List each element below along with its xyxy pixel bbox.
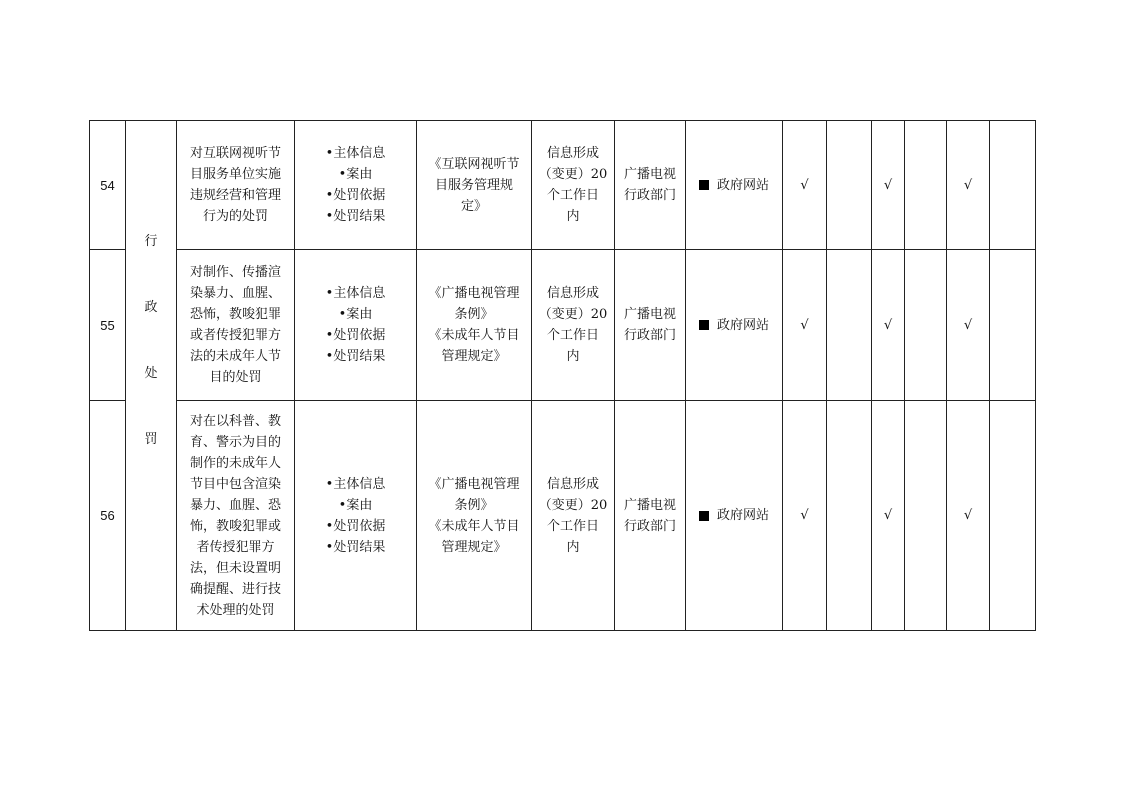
disclosure-time: 信息形成 （变更）20 个工作日 内 [532, 250, 615, 401]
empty-cell [990, 250, 1036, 401]
check-mark: √ [947, 121, 990, 250]
disclosure-channel: 政府网站 [686, 401, 783, 631]
check-mark: √ [947, 401, 990, 631]
check-mark: √ [872, 401, 905, 631]
disclosure-content: •主体信息 •案由 •处罚依据 •处罚结果 [295, 121, 417, 250]
row-number: 56 [90, 401, 126, 631]
empty-cell [827, 121, 872, 250]
check-mark: √ [783, 250, 827, 401]
check-mark: √ [872, 250, 905, 401]
disclosure-channel: 政府网站 [686, 250, 783, 401]
category-char: 罚 [144, 432, 158, 447]
department: 广播电视 行政部门 [615, 250, 686, 401]
empty-cell [905, 401, 947, 631]
disclosure-time: 信息形成 （变更）20 个工作日 内 [532, 121, 615, 250]
item-description: 对互联网视听节 目服务单位实施 违规经营和管理 行为的处罚 [177, 121, 295, 250]
table-row [90, 250, 1036, 401]
check-mark: √ [947, 250, 990, 401]
disclosure-channel: 政府网站 [686, 121, 783, 250]
empty-cell [990, 401, 1036, 631]
empty-cell [905, 250, 947, 401]
table-row [90, 121, 1036, 250]
disclosure-content: •主体信息 •案由 •处罚依据 •处罚结果 [295, 401, 417, 631]
category-cell [126, 121, 177, 631]
row-number: 54 [90, 121, 126, 250]
check-mark: √ [872, 121, 905, 250]
empty-cell [990, 121, 1036, 250]
item-description: 对在以科普、教 育、警示为目的 制作的未成年人 节目中包含渲染 暴力、血腥、恐 怖，教唆犯罪或 者传授犯罪方 法，但未设置明 确提醒、进行技 术处理的处罚 [177, 401, 295, 631]
category-char: 政 [144, 300, 158, 315]
empty-cell [827, 401, 872, 631]
row-number: 55 [90, 250, 126, 401]
legal-basis: 《广播电视管理 条例》 《未成年人节目 管理规定》 [417, 250, 532, 401]
department: 广播电视 行政部门 [615, 401, 686, 631]
disclosure-time: 信息形成 （变更）20 个工作日 内 [532, 401, 615, 631]
empty-cell [827, 250, 872, 401]
category-char: 处 [144, 366, 158, 381]
department: 广播电视 行政部门 [615, 121, 686, 250]
table-row [90, 401, 1036, 631]
item-description: 对制作、传播渲 染暴力、血腥、 恐怖，教唆犯罪 或者传授犯罪方 法的未成年人节 目的处罚 [177, 250, 295, 401]
filled-square-icon [699, 511, 709, 521]
legal-basis: 《互联网视听节 目服务管理规 定》 [417, 121, 532, 250]
filled-square-icon [699, 180, 709, 190]
check-mark: √ [783, 401, 827, 631]
check-mark: √ [783, 121, 827, 250]
disclosure-content: •主体信息 •案由 •处罚依据 •处罚结果 [295, 250, 417, 401]
category-char: 行 [144, 234, 158, 249]
legal-basis: 《广播电视管理 条例》 《未成年人节目 管理规定》 [417, 401, 532, 631]
empty-cell [905, 121, 947, 250]
filled-square-icon [699, 320, 709, 330]
disclosure-table [89, 120, 1036, 631]
